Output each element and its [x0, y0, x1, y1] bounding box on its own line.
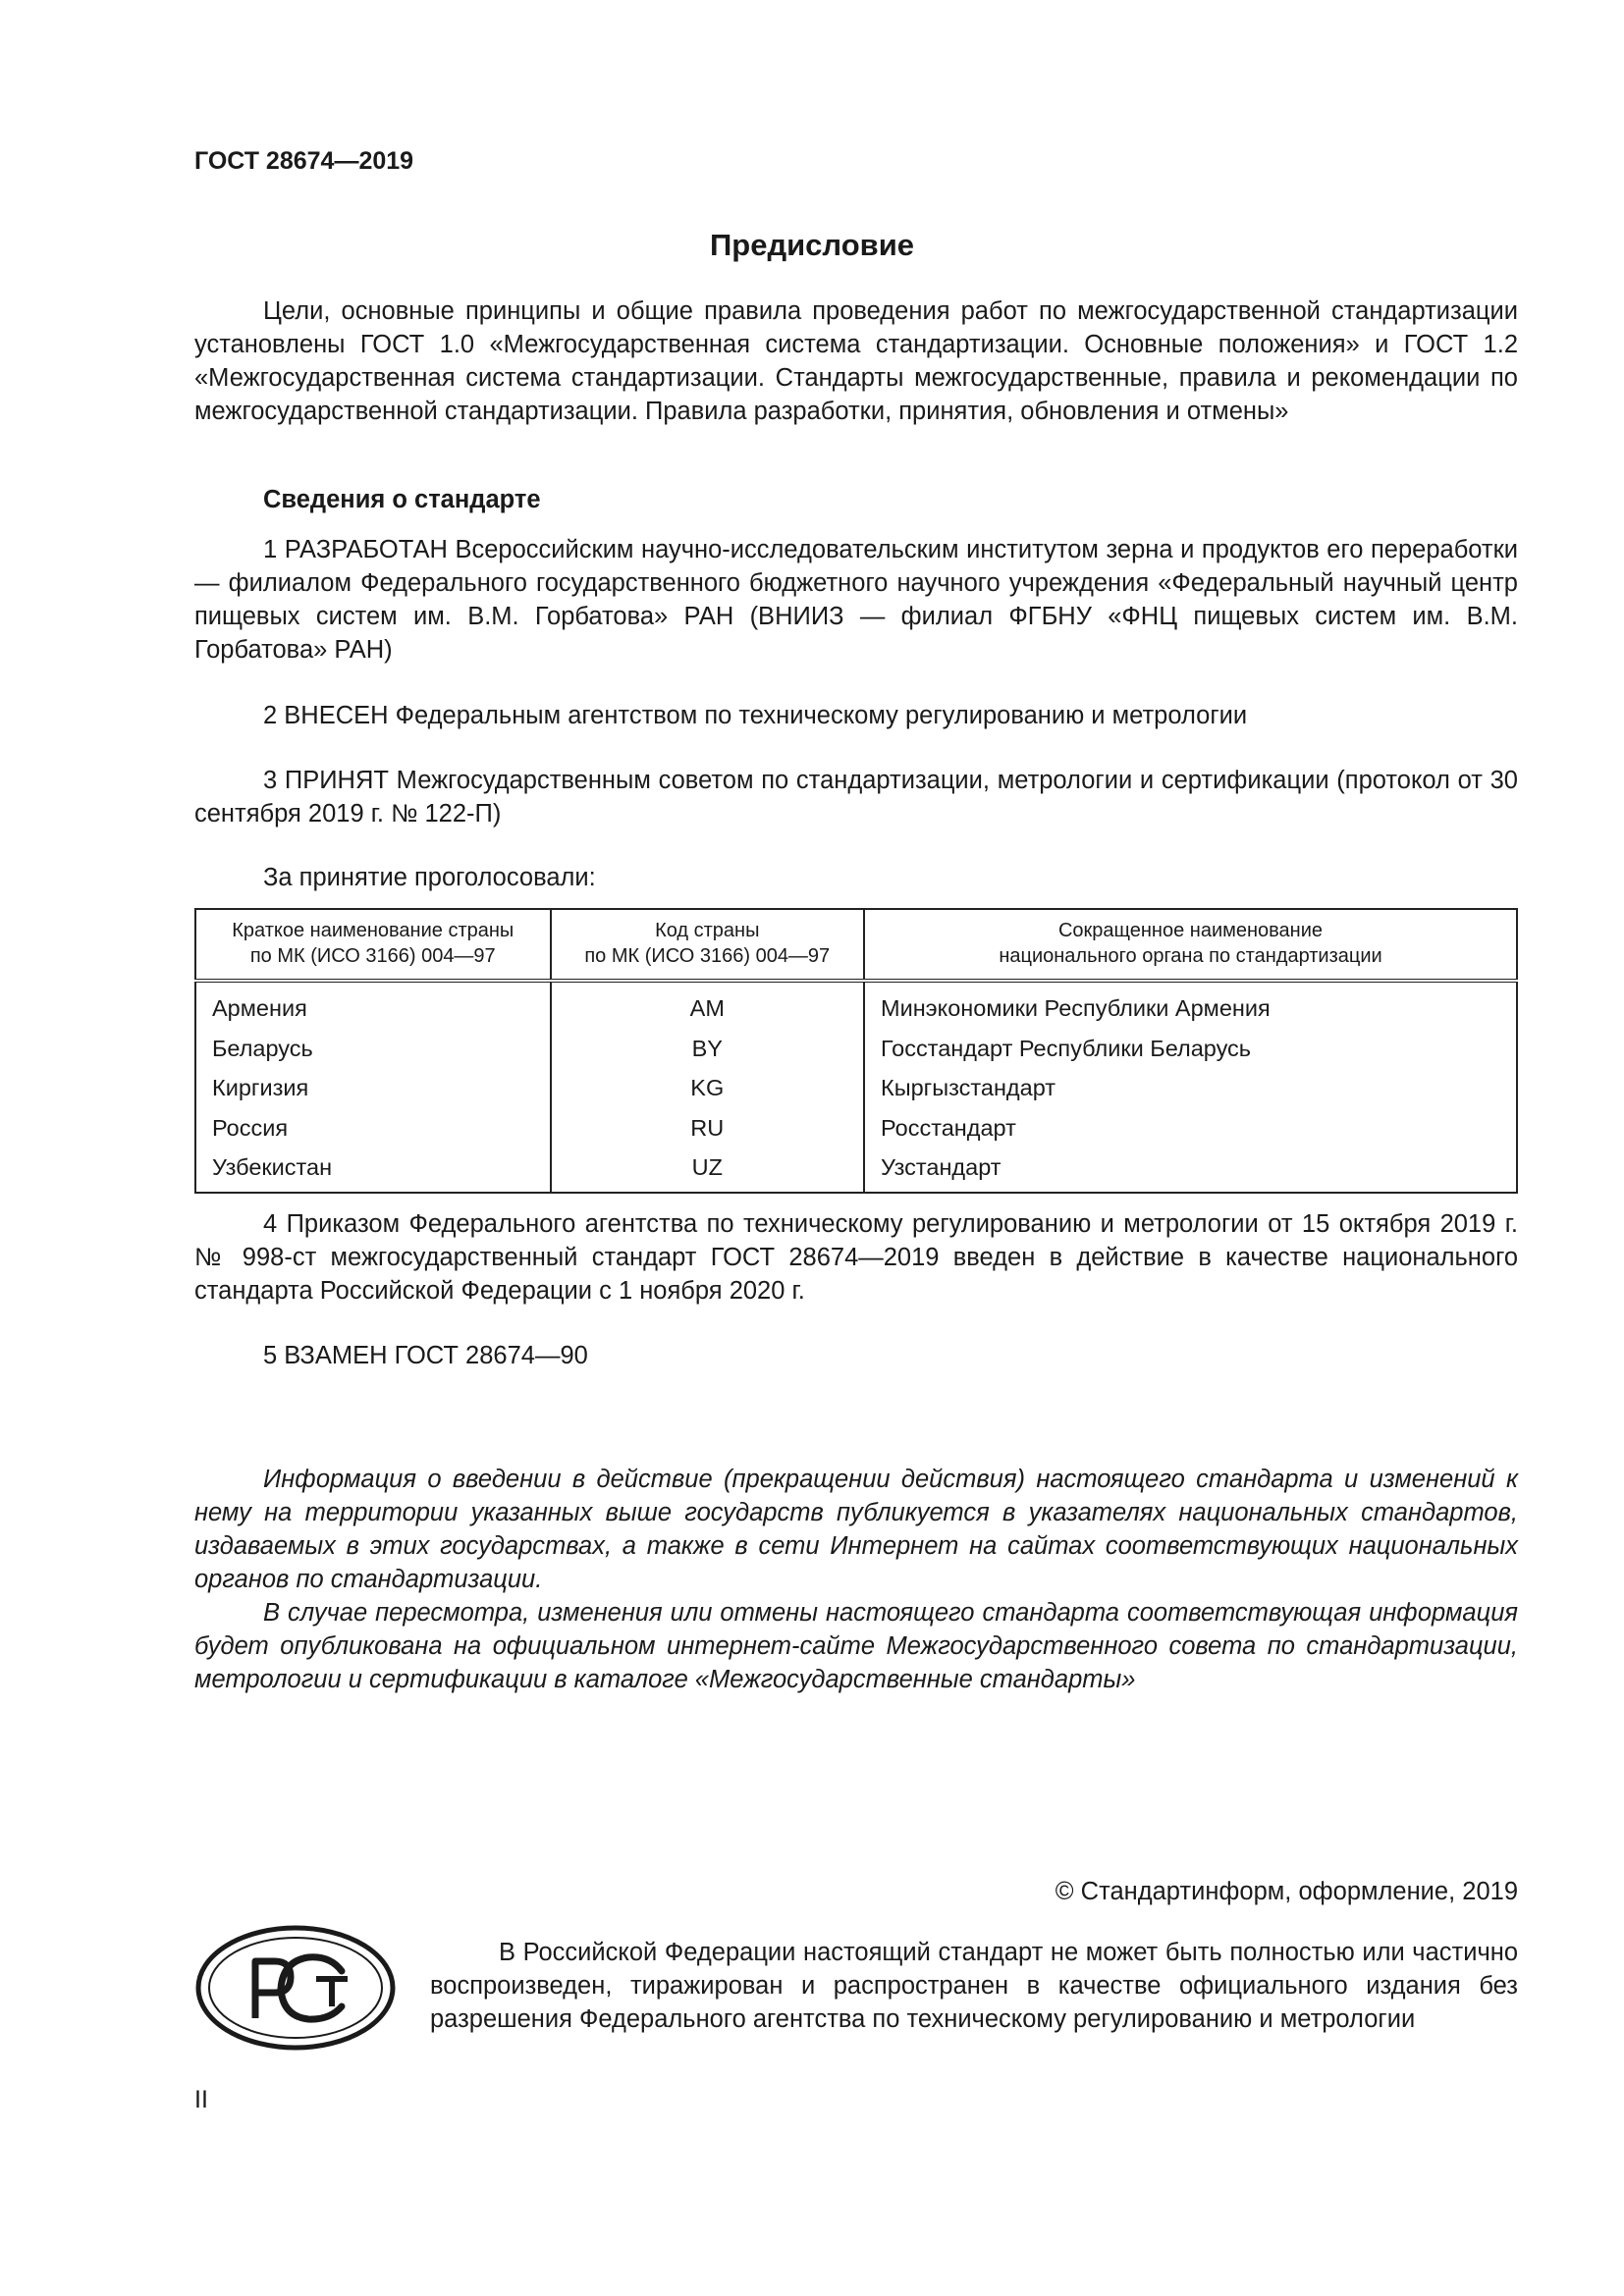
- country-cell: Россия: [195, 1108, 551, 1148]
- code-cell: UZ: [551, 1148, 864, 1193]
- column-header-body-line1: Сокращенное наименование: [1057, 920, 1324, 941]
- standard-info-heading: Сведения о стандарте: [263, 486, 541, 513]
- column-header-country-line2: по МК (ИСО 3166) 004—97: [249, 945, 496, 967]
- country-cell: Армения: [195, 981, 551, 1029]
- page-number: II: [194, 2086, 208, 2113]
- table-row: [195, 981, 1517, 1029]
- body-cell: Росстандарт: [864, 1108, 1517, 1148]
- intro-text: Цели, основные принципы и общие правила проведения работ по межгосударственной стандартизации установлены ГОСТ 1.0 «Межгосударственная система стандартизации. Основные положения» и ГОСТ 1.2 «Межгосударственная система стандартизации. Стандарты межгосударственные, правила и рекомендации по межгосударственной стандартизации. Правила разработки, принятия, обновления и отмены»: [194, 297, 1518, 425]
- item-developed: [194, 533, 1518, 667]
- code-cell: RU: [551, 1108, 864, 1148]
- item-order: [194, 1207, 1518, 1308]
- column-header-body: [864, 909, 1517, 981]
- intro-paragraph: [194, 294, 1518, 428]
- item-developed-text: 1 РАЗРАБОТАН Всероссийским научно-исследовательским институтом зерна и продуктов его переработки — филиалом Федерального государственного бюджетного научного учреждения «Федеральный научный центр пищевых систем им. В.М. Горбатова» РАН (ВНИИЗ — филиал ФГБНУ «ФНЦ пищевых систем им. В.М. Горбатова» РАН): [194, 536, 1518, 664]
- item-replaces: 5 ВЗАМЕН ГОСТ 28674—90: [263, 1342, 588, 1369]
- body-cell: Узстандарт: [864, 1148, 1517, 1193]
- code-cell: BY: [551, 1029, 864, 1069]
- info-paragraph-publication: Информация о введении в действие (прекращении действия) настоящего стандарта и изменений к нему на территории указанных выше государств публикуется в указателях национальных стандартов, издаваемых в этих государствах, а также в сети Интернет на сайтах соответствующих национальных органов по стандартизации.: [194, 1466, 1518, 1593]
- code-cell: KG: [551, 1068, 864, 1108]
- country-cell: Беларусь: [195, 1029, 551, 1069]
- item-order-text: 4 Приказом Федерального агентства по техническому регулированию и метрологии от 15 октября 2019 г. № 998-ст межгосударственный стандарт ГОСТ 28674—2019 введен в действие в качестве национального стандарта Российской Федерации с 1 ноября 2020 г.: [194, 1210, 1518, 1305]
- column-header-code: [551, 909, 864, 981]
- voting-table: [194, 908, 1518, 1194]
- column-header-code-line2: по МК (ИСО 3166) 004—97: [584, 945, 831, 967]
- body-cell: Минэкономики Республики Армения: [864, 981, 1517, 1029]
- reproduction-notice-text: В Российской Федерации настоящий стандарт не может быть полностью или частично воспроизведен, тиражирован и распространен в качестве официального издания без разрешения Федерального агентства по техническому регулированию и метрологии: [430, 1939, 1518, 2033]
- page-title: Предисловие: [709, 228, 914, 262]
- item-adopted-text: 3 ПРИНЯТ Межгосударственным советом по стандартизации, метрологии и сертификации (протокол от 30 сентября 2019 г. № 122-П): [194, 767, 1518, 828]
- country-cell: Киргизия: [195, 1068, 551, 1108]
- column-header-country-line1: Краткое наименование страны: [232, 920, 514, 941]
- copyright-line: © Стандартинформ, оформление, 2019: [1055, 1878, 1518, 1905]
- info-paragraph-revision: В случае пересмотра, изменения или отмены настоящего стандарта соответствующая информация будет опубликована на официальном интернет-сайте Межгосударственного совета по стандартизации, метрологии и сертификации в каталоге «Межгосударственные стандарты»: [194, 1599, 1518, 1693]
- body-cell: Госстандарт Республики Беларусь: [864, 1029, 1517, 1069]
- table-header-row: [195, 909, 1517, 981]
- column-header-code-line1: Код страны: [655, 920, 760, 941]
- gost-r-certification-logo-icon: [194, 1924, 397, 2052]
- body-cell: Кыргызстандарт: [864, 1068, 1517, 1108]
- table-row: [195, 1029, 1517, 1069]
- item-adopted: [194, 764, 1518, 830]
- reproduction-notice: [430, 1936, 1518, 2036]
- document-code: ГОСТ 28674—2019: [194, 147, 414, 175]
- introduction-info-block: [194, 1463, 1518, 1696]
- item-submitted: [194, 699, 1518, 732]
- column-header-body-line2: национального органа по стандартизации: [999, 945, 1382, 967]
- table-row: [195, 1108, 1517, 1148]
- voted-label: За принятие проголосовали:: [263, 864, 596, 891]
- code-cell: AM: [551, 981, 864, 1029]
- table-row: [195, 1068, 1517, 1108]
- item-submitted-text: 2 ВНЕСЕН Федеральным агентством по техническому регулированию и метрологии: [263, 702, 1248, 729]
- table-row: [195, 1148, 1517, 1193]
- country-cell: Узбекистан: [195, 1148, 551, 1193]
- column-header-country: [195, 909, 551, 981]
